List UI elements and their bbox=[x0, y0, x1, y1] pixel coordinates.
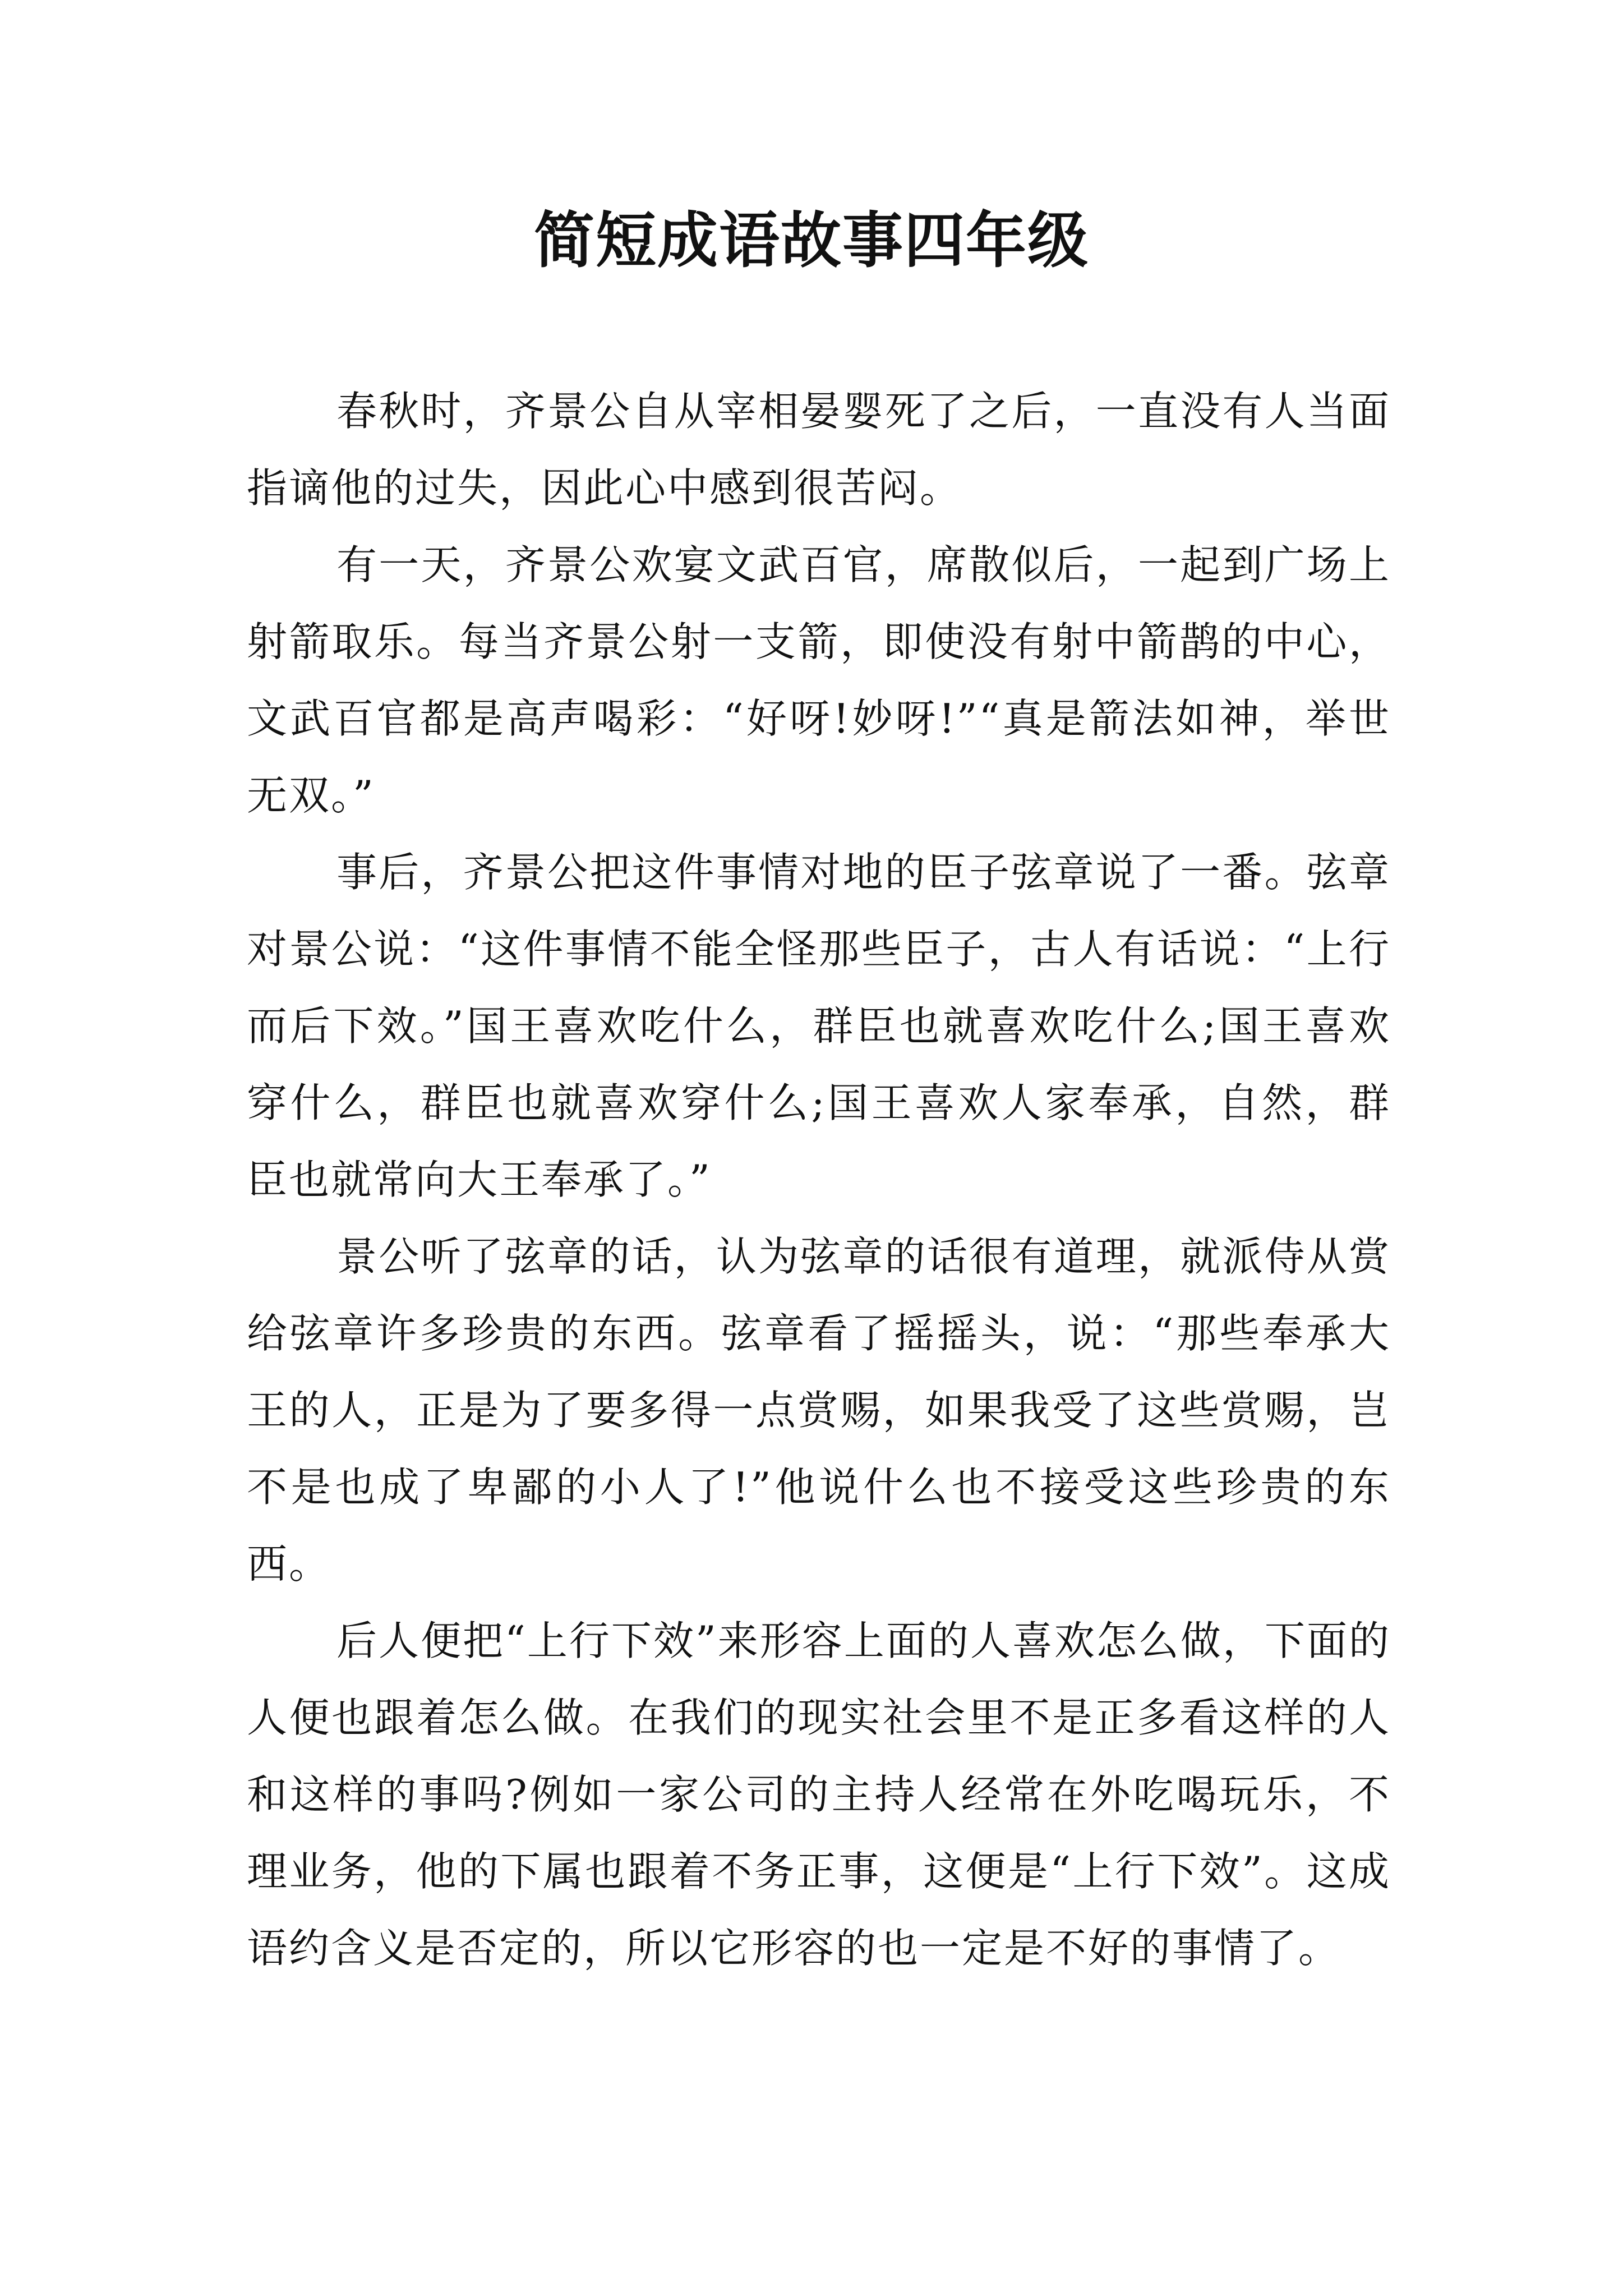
paragraph-5: 后人便把“上行下效”来形容上面的人喜欢怎么做，下面的人便也跟着怎么做。在我们的现实社会里不是正多看这样的人和这样的事吗?例如一家公司的主持人经常在外吃喝玩乐，不理业务，他的下属也跟着不务正事，这便是“上行下效”。这成语约含义是否定的，所以它形容的也一定是不好的事情了。 bbox=[247, 1617, 1391, 1972]
paragraph-2: 有一天，齐景公欢宴文武百官，席散似后，一起到广场上射箭取乐。每当齐景公射一支箭，即使没有射中箭鹊的中心，文武百官都是高声喝彩：“好呀!妙呀!”“真是箭法如神，举世无双。” bbox=[247, 541, 1391, 819]
document-body bbox=[247, 373, 1391, 1987]
paragraph-1: 春秋时，齐景公自从宰相晏婴死了之后，一直没有人当面指谪他的过失，因此心中感到很苦闷。 bbox=[247, 388, 1391, 512]
document-title: 简短成语故事四年级 bbox=[533, 206, 1089, 276]
paragraph-3: 事后，齐景公把这件事情对地的臣子弦章说了一番。弦章对景公说：“这件事情不能全怪那些臣子，古人有话说：“上行而后下效。”国王喜欢吃什么，群臣也就喜欢吃什么;国王喜欢穿什么，群臣也就喜欢穿什么;国王喜欢人家奉承，自然，群臣也就常向大王奉承了。” bbox=[247, 849, 1391, 1203]
paragraph-4: 景公听了弦章的话，认为弦章的话很有道理，就派侍从赏给弦章许多珍贵的东西。弦章看了摇摇头，说：“那些奉承大王的人，正是为了要多得一点赏赐，如果我受了这些赏赐，岂不是也成了卑鄙的小人了!”他说什么也不接受这些珍贵的东西。 bbox=[247, 1233, 1391, 1588]
